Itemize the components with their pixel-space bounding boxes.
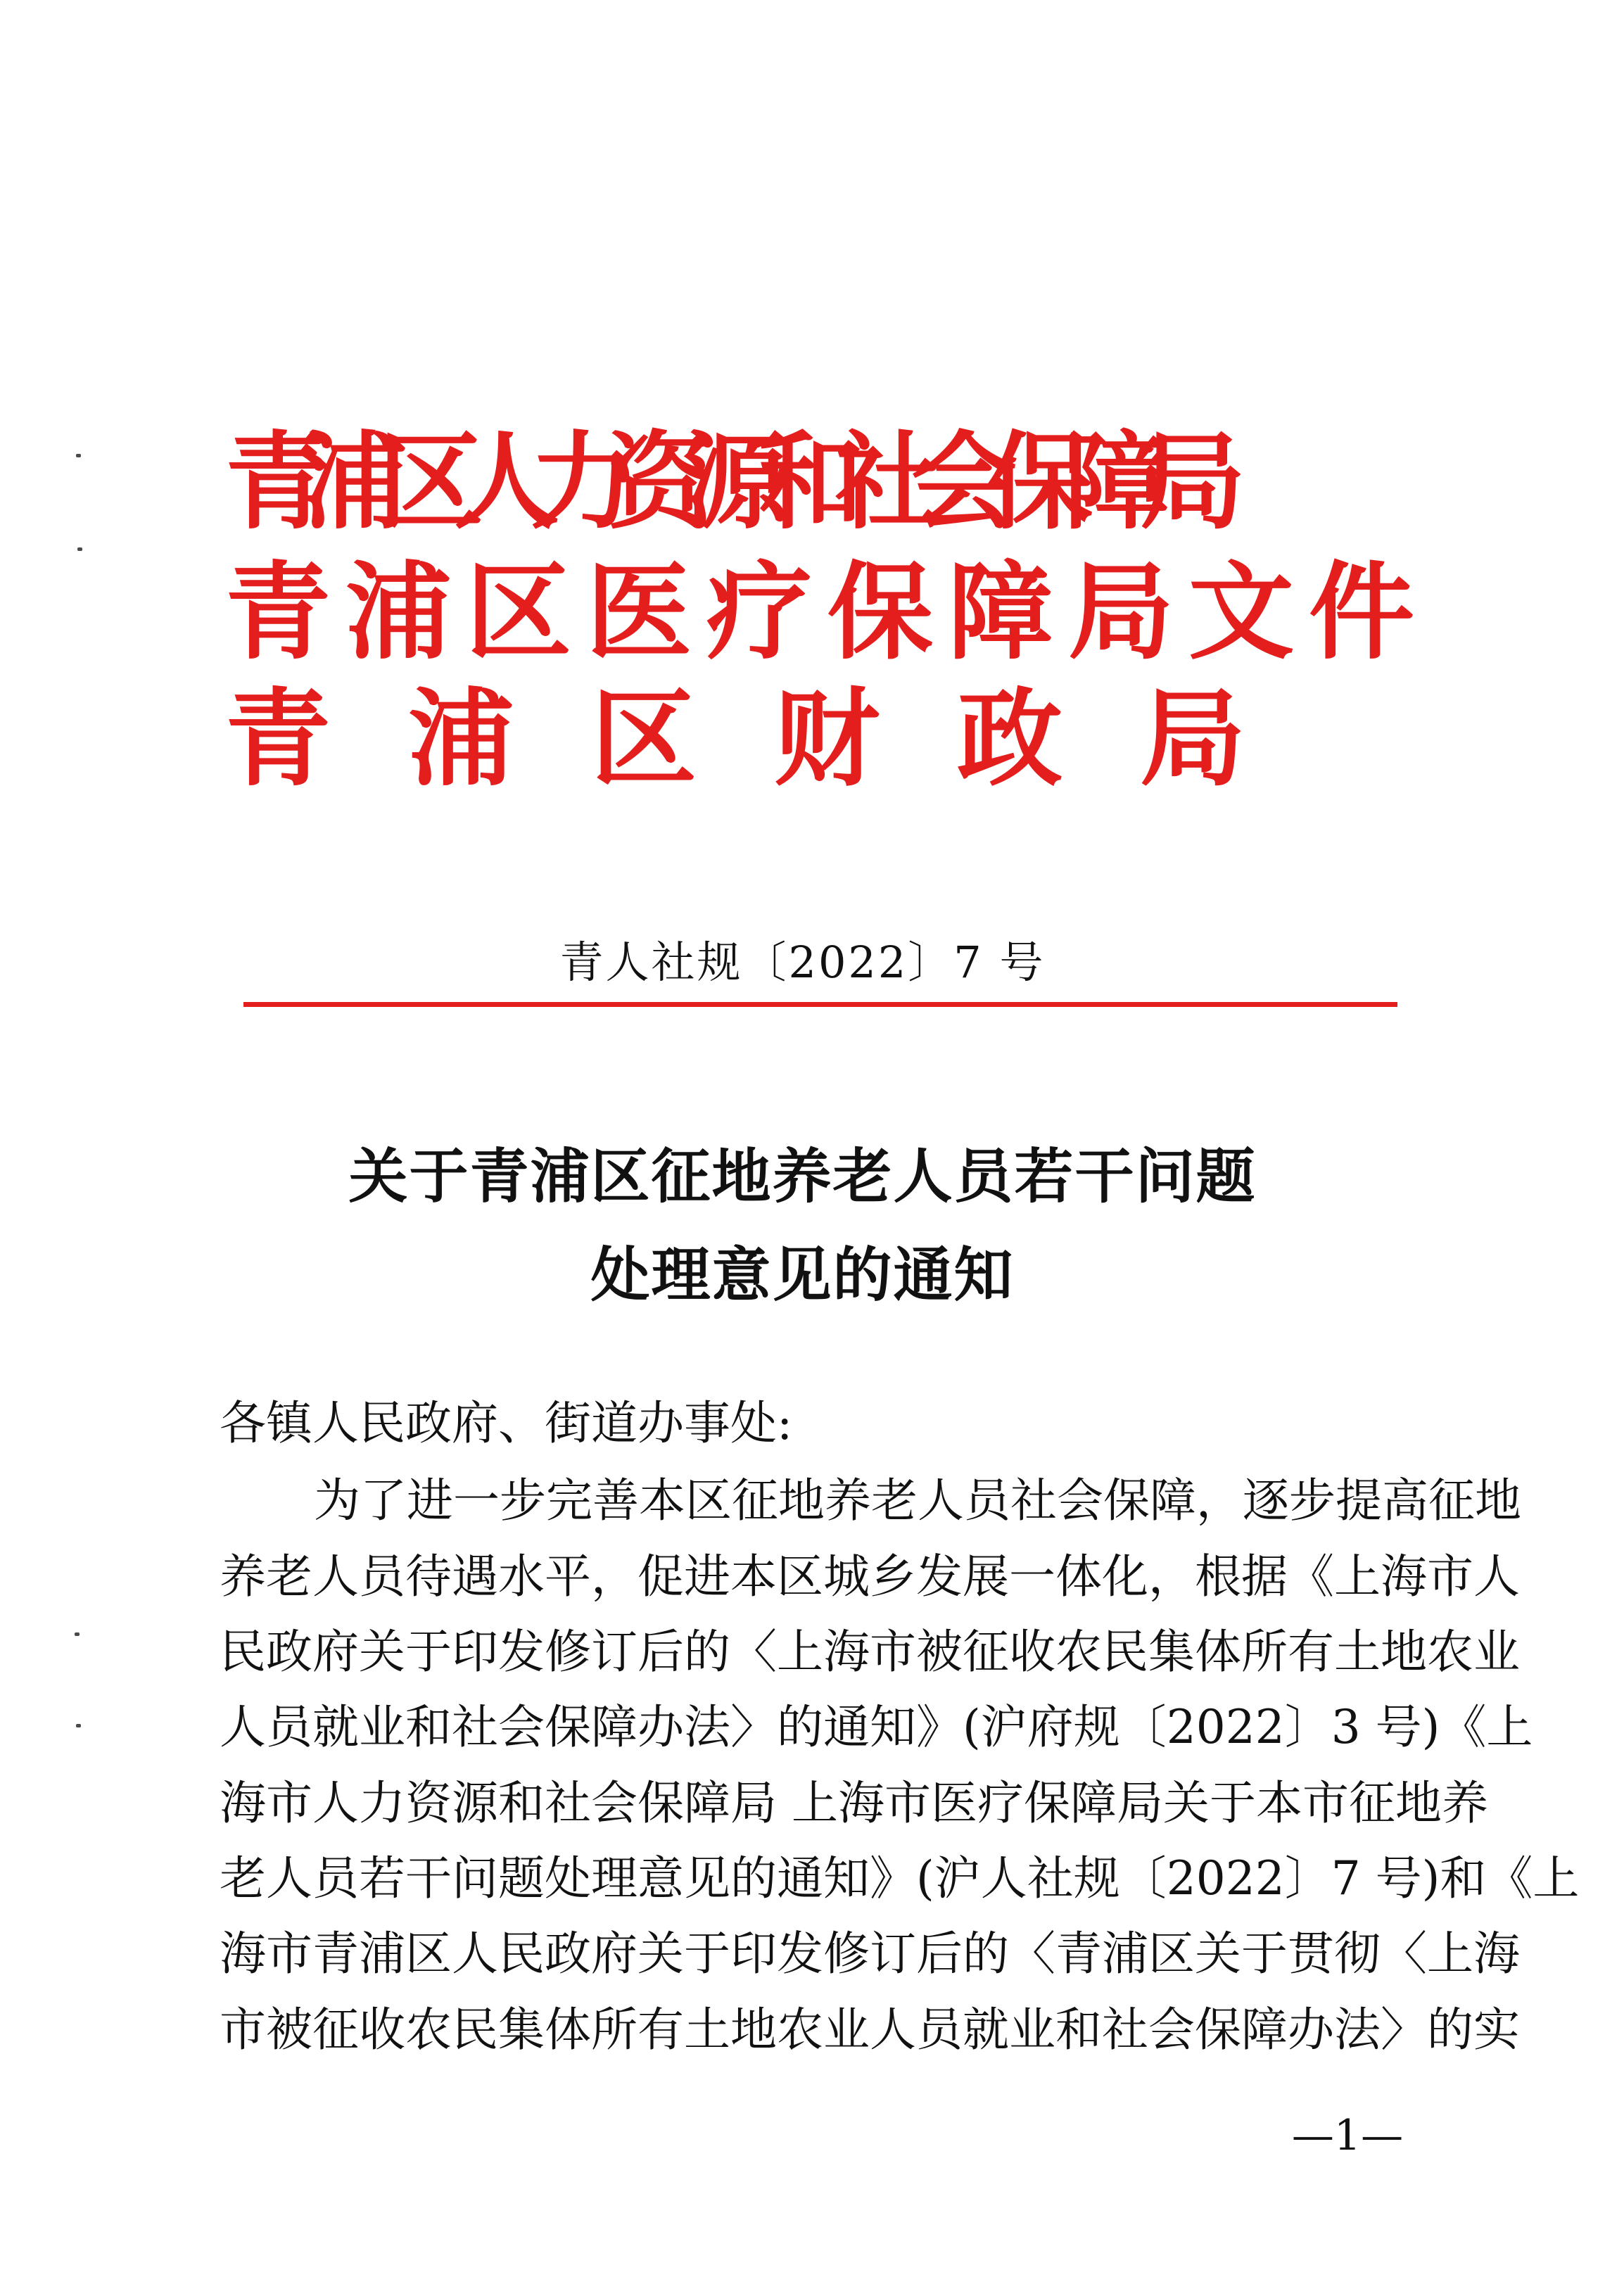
issuer-char: 力: [530, 420, 636, 544]
issuer-char: 社: [835, 420, 941, 544]
issuer-char: 浦: [301, 420, 407, 544]
issuer-char: 会: [911, 420, 1017, 544]
issuer-char: 文: [1188, 550, 1295, 674]
body-line: 养老人员待遇水平，促进本区城乡发展一体化，根据《上海市人: [220, 1549, 1520, 1604]
issuer-char: 区: [591, 677, 697, 801]
issuer-char: 疗: [706, 550, 813, 674]
document-title-line-1: 关于青浦区征地养老人员若干问题: [348, 1141, 1257, 1211]
scan-mark: [77, 547, 82, 551]
body-line: 人员就业和社会保障办法〉的通知》(沪府规〔2022〕3 号)《上: [220, 1700, 1533, 1754]
salutation: 各镇人民政府、街道办事处:: [220, 1396, 793, 1450]
body-line: 海市人力资源和社会保障局 上海市医疗保障局关于本市征地养: [220, 1776, 1488, 1830]
body-line: 为了进一步完善本区征地养老人员社会保障，逐步提高征地: [314, 1473, 1521, 1528]
issuer-char: 局: [1140, 420, 1246, 544]
body-line: 市被征收农民集体所有土地农业人员就业和社会保障办法〉的实: [220, 2003, 1520, 2057]
issuer-char: 医: [586, 550, 692, 674]
document-title-line-2: 处理意见的通知: [590, 1240, 1015, 1309]
issuer-char: 青: [225, 420, 331, 544]
issuer-char: 局: [1068, 550, 1174, 674]
issuer-char: 青: [225, 550, 331, 674]
issuer-char: 保: [827, 550, 934, 674]
red-separator-line: [243, 1002, 1397, 1007]
issuer-char: 保: [987, 420, 1093, 544]
issuer-char: 障: [948, 550, 1054, 674]
issuer-char: 政: [957, 677, 1063, 801]
issuer-char: 障: [1064, 420, 1170, 544]
document-number: 青人社规〔2022〕7 号: [559, 937, 1046, 988]
body-line: 老人员若干问题处理意见的通知》(沪人社规〔2022〕7 号)和《上: [220, 1851, 1580, 1905]
issuer-char: 件: [1309, 550, 1415, 674]
scan-mark: [76, 1724, 81, 1727]
page-number: —1—: [1291, 2111, 1404, 2160]
body-line: 海市青浦区人民政府关于印发修订后的〈青浦区关于贯彻〈上海: [220, 1927, 1520, 1981]
scan-mark: [75, 1632, 80, 1636]
issuer-char: 区: [378, 420, 484, 544]
issuer-char: 浦: [345, 550, 452, 674]
issuer-char: 财: [774, 677, 880, 801]
issuer-char: 浦: [408, 677, 514, 801]
issuer-char: 人: [454, 420, 560, 544]
issuer-char: 源: [683, 420, 789, 544]
issuer-char: 区: [466, 550, 572, 674]
issuer-char: 资: [607, 420, 713, 544]
body-line: 民政府关于印发修订后的〈上海市被征收农民集体所有土地农业: [220, 1625, 1520, 1679]
scan-mark: [76, 454, 81, 457]
issuer-char: 青: [225, 677, 331, 801]
issuer-char: 和: [759, 420, 865, 544]
issuer-char: 局: [1140, 677, 1246, 801]
